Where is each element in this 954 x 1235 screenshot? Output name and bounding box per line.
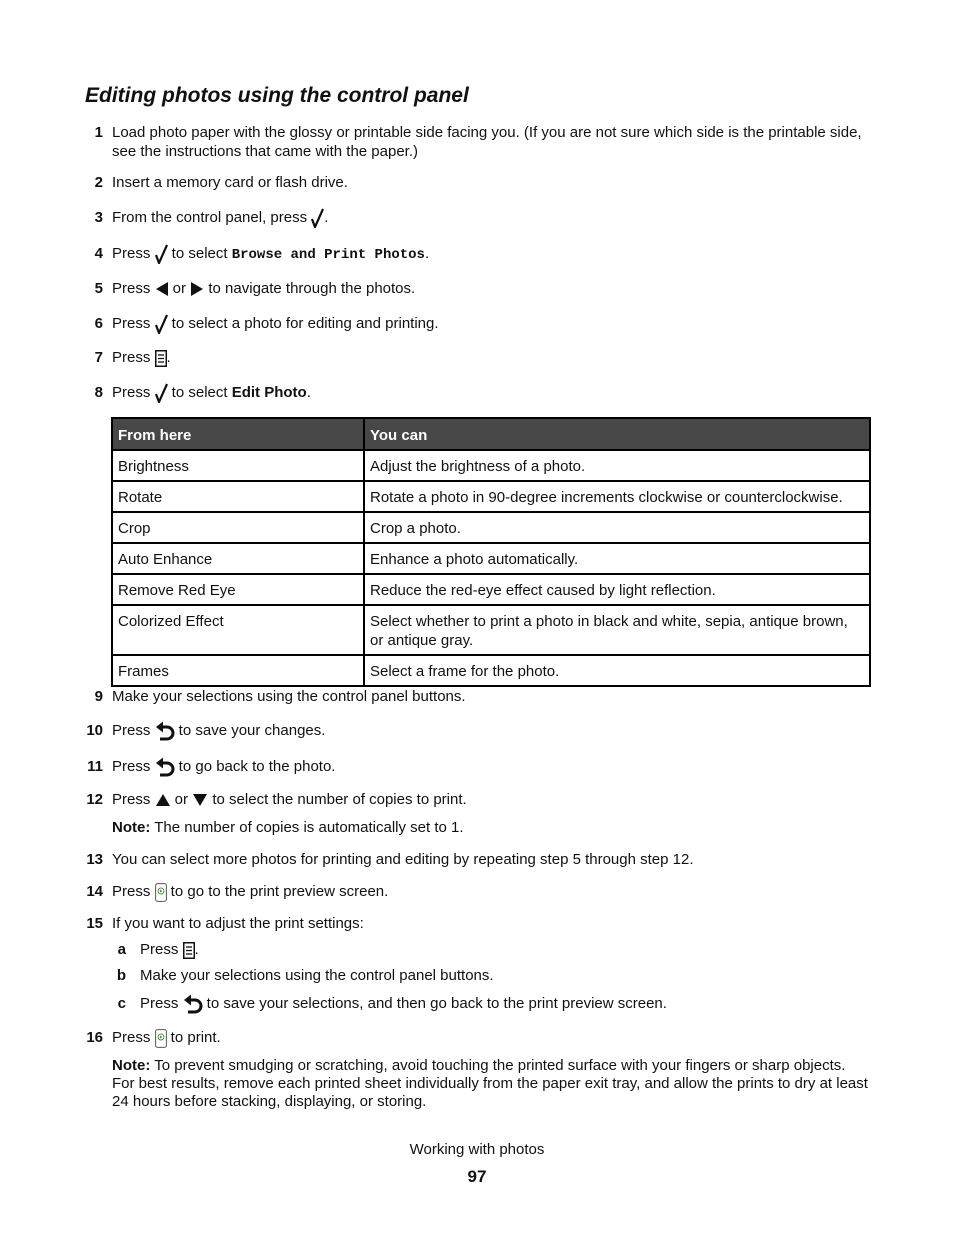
step-text: to select	[167, 384, 232, 401]
step-text: .	[324, 209, 329, 226]
start-icon	[155, 1029, 167, 1048]
step-number: 6	[94, 315, 103, 332]
select-check-icon	[155, 244, 168, 264]
table-cell: Auto Enhance	[112, 543, 364, 574]
step-text: Make your selections using the control panel buttons.	[140, 967, 494, 984]
back-icon	[183, 994, 203, 1014]
step-number: 14	[86, 883, 103, 900]
table-cell: Crop a photo.	[364, 512, 870, 543]
step-text: Press	[112, 758, 155, 775]
step-number: 7	[94, 349, 103, 366]
note	[112, 819, 872, 837]
step-text: Press	[112, 245, 155, 262]
step-text: Press	[112, 349, 155, 366]
table-cell: Adjust the brightness of a photo.	[364, 450, 870, 481]
page-title: Editing photos using the control panel	[85, 84, 469, 107]
arrow-right-icon	[190, 281, 204, 297]
arrow-up-icon	[155, 793, 171, 807]
table-row	[112, 605, 870, 655]
step-text: Press	[112, 1029, 155, 1046]
edit-options-table	[111, 417, 871, 687]
table-row	[112, 655, 870, 686]
note-text: The number of copies is automatically set to 1.	[150, 819, 464, 836]
step-text: or	[168, 280, 191, 297]
step-text: to print.	[166, 1029, 221, 1046]
table-header-row	[112, 418, 870, 450]
table-cell: Select whether to print a photo in black and white, sepia, antique brown, or antique gray.	[364, 605, 870, 655]
page-number: 97	[467, 1167, 487, 1186]
step-text: to select a photo for editing and printing.	[167, 315, 439, 332]
note-text: To prevent smudging or scratching, avoid touching the printed surface with your fingers or sharp objects. For best results, remove each printed sheet individually from the paper exit tray, and allow the prints to dry at least 24 hours before stacking, displaying, or storing.	[112, 1057, 868, 1110]
select-check-icon	[311, 208, 324, 228]
column-header: From here	[112, 418, 364, 450]
step-number: 10	[86, 722, 103, 739]
step-text: Press	[112, 315, 155, 332]
step-number: 15	[86, 915, 103, 932]
note-label: Note:	[112, 819, 151, 836]
step-number: 9	[94, 688, 103, 705]
step-text: to save your selections, and then go back to the print preview screen.	[202, 995, 667, 1012]
step-text: If you want to adjust the print settings:	[112, 915, 364, 932]
table-row	[112, 450, 870, 481]
table-row	[112, 481, 870, 512]
step-text: Press	[112, 722, 155, 739]
back-icon	[155, 721, 175, 741]
step-number: 13	[86, 851, 103, 868]
table-row	[112, 512, 870, 543]
table-cell: Reduce the red-eye effect caused by light reflection.	[364, 574, 870, 605]
step-text: .	[194, 941, 199, 958]
step-number: 16	[86, 1029, 103, 1046]
step-text: .	[424, 245, 430, 262]
step-text: or	[170, 791, 193, 808]
step-text: to navigate through the photos.	[204, 280, 416, 297]
table-cell: Crop	[112, 512, 364, 543]
step-text: Press	[112, 280, 155, 297]
step-text: You can select more photos for printing and editing by repeating step 5 through step 12.	[112, 851, 694, 868]
step-number: 12	[86, 791, 103, 808]
step-text: Insert a memory card or flash drive.	[112, 174, 348, 191]
note-label: Note:	[112, 1057, 151, 1074]
table-cell: Enhance a photo automatically.	[364, 543, 870, 574]
menu-icon	[155, 350, 167, 367]
step-text: to select the number of copies to print.	[208, 791, 467, 808]
step-text: to go to the print preview screen.	[166, 883, 389, 900]
arrow-down-icon	[192, 793, 208, 807]
step-text: to select	[167, 245, 232, 262]
table-row	[112, 543, 870, 574]
step-number: 4	[94, 245, 103, 262]
column-header: You can	[364, 418, 870, 450]
substep-letter: b	[116, 967, 126, 984]
table-row	[112, 574, 870, 605]
step-text: Press	[112, 883, 155, 900]
step-number: 1	[94, 124, 103, 141]
step-text: Press	[140, 941, 183, 958]
substep-letter: a	[117, 941, 126, 958]
select-check-icon	[155, 314, 168, 334]
note	[112, 1057, 872, 1111]
menu-option: Edit Photo	[231, 384, 307, 401]
step-text: Load photo paper with the glossy or printable side facing you. (If you are not sure which side is the printable side, see the instructions that came with the paper.)	[112, 124, 862, 160]
table-cell: Remove Red Eye	[112, 574, 364, 605]
step-text: Make your selections using the control panel buttons.	[112, 688, 466, 705]
table-cell: Brightness	[112, 450, 364, 481]
step-text: Press	[112, 791, 155, 808]
table-cell: Colorized Effect	[112, 605, 364, 655]
substep-letter: c	[117, 995, 126, 1012]
step-number: 3	[94, 209, 103, 226]
step-number: 8	[94, 384, 103, 401]
start-icon	[155, 883, 167, 902]
table-cell: Select a frame for the photo.	[364, 655, 870, 686]
table-cell: Rotate	[112, 481, 364, 512]
step-text: From the control panel, press	[112, 209, 312, 226]
step-text: .	[166, 349, 171, 366]
footer-section: Working with photos	[409, 1141, 545, 1158]
back-icon	[155, 757, 175, 777]
step-number: 5	[94, 280, 103, 297]
select-check-icon	[155, 383, 168, 403]
table-cell: Frames	[112, 655, 364, 686]
step-number: 2	[94, 174, 103, 191]
menu-icon	[183, 942, 195, 959]
step-text: Press	[140, 995, 183, 1012]
step-text: Press	[112, 384, 155, 401]
menu-option: Browse and Print Photos	[231, 247, 425, 263]
step-text: .	[306, 384, 311, 401]
step-number: 11	[87, 758, 103, 775]
arrow-left-icon	[155, 281, 169, 297]
step-text: to save your changes.	[174, 722, 326, 739]
step-text: to go back to the photo.	[174, 758, 336, 775]
table-cell: Rotate a photo in 90-degree increments clockwise or counterclockwise.	[364, 481, 870, 512]
